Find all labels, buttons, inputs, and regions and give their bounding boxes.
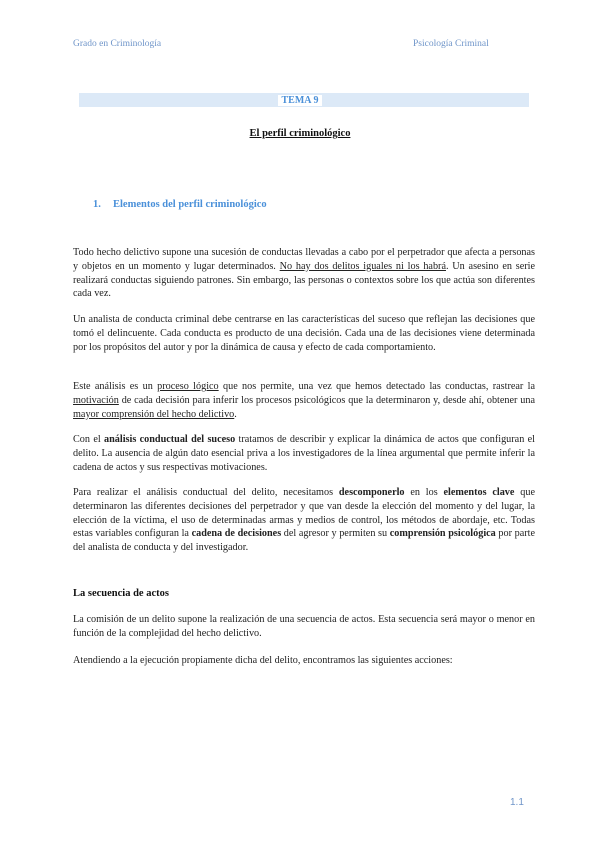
page-number: 1.1 [510, 797, 524, 808]
paragraph-3 [73, 380, 535, 421]
p4-bold: análisis conductual del suceso [104, 434, 236, 445]
p5-bold-4: comprensión psicológica [389, 528, 496, 540]
p5-text-c: que determinaron las diferentes decisiones del perpetrador y que van desde la elección del momento y del lugar, la elección de la víctima, el uso de determinadas armas y medios de control, los métodos de abordaje, etc. Todas estas variables configuran la [73, 487, 535, 540]
p3-underline-1: proceso lógico [157, 381, 219, 392]
paragraph-4 [73, 433, 535, 474]
p4-text-b: tratamos de describir y explicar la dinámica de actos que configuran el delito. La ausencia de algún dato esencial priva a los investigadores de la línea argumental que permite inferir la cadena de actos y sus respectivas motivaciones. [73, 434, 535, 473]
tema-label: TEMA 9 [278, 95, 323, 106]
p4-text-a: Con el [73, 434, 105, 445]
p3-underline-2: motivación [73, 394, 119, 406]
p3-text-c: de cada decisión para inferir los procesos psicológicos que la determinaron y, desde ahí, obtener una [118, 394, 535, 406]
p1-text-b: . Un asesino en serie realizará conductas siguiendo patrones. Sin embargo, las personas o contextos sobre los que actúa son diferentes cada vez. [73, 260, 535, 300]
p3-text-b: que nos permite, una vez que hemos detectado las conductas, rastrear la [218, 381, 535, 392]
page-title: El perfil criminológico [249, 128, 351, 139]
section-title: Elementos del perfil criminológico [113, 199, 267, 210]
p5-bold-1: descomponerlo [338, 487, 405, 498]
paragraph-7: Atendiendo a la ejecución propiamente dicha del delito, encontramos las siguientes acciones: [73, 655, 453, 666]
section-number: 1. [93, 199, 101, 210]
header-subject: Psicología Criminal [413, 39, 489, 49]
paragraph-5 [73, 486, 535, 555]
p5-text-e: por parte del analista de conducta y del investigador. [73, 528, 535, 554]
p3-text-d: . [234, 408, 237, 420]
p3-text-a: Este análisis es un [73, 381, 158, 392]
p1-text-a: Todo hecho delictivo supone una sucesión de conductas llevadas a cabo por el perpetrador que afecta a personas y objetos en un momento y lugar determinados. [73, 247, 535, 272]
paragraph-2: Un analista de conducta criminal debe centrarse en las características del suceso que reflejan las decisiones que tomó el delincuente. Cada conducta es producto de una decisión. Cada una de las decisiones viene determinada por los propósitos del autor y por la dinámica de causa y efecto de cada comportamiento. [73, 314, 535, 353]
subheading: La secuencia de actos [73, 588, 169, 599]
p3-underline-3: mayor comprensión del hecho delictivo [73, 408, 235, 420]
paragraph-1 [73, 246, 535, 301]
p5-text-a: Para realizar el análisis conductual del delito, necesitamos [73, 487, 339, 498]
tema-heading [0, 95, 600, 106]
section-heading [93, 199, 267, 210]
p5-text-d: del agresor y permiten su [281, 528, 390, 540]
header-course: Grado en Criminología [73, 39, 162, 49]
p1-underline: No hay dos delitos iguales ni los habrá [279, 260, 446, 272]
p5-bold-2: elementos clave [443, 487, 515, 498]
p5-text-b: en los [404, 487, 444, 498]
p5-bold-3: cadena de decisiones [191, 528, 282, 540]
paragraph-6: La comisión de un delito supone la realización de una secuencia de actos. Esta secuencia será mayor o menor en función de la complejidad del hecho delictivo. [73, 614, 535, 639]
